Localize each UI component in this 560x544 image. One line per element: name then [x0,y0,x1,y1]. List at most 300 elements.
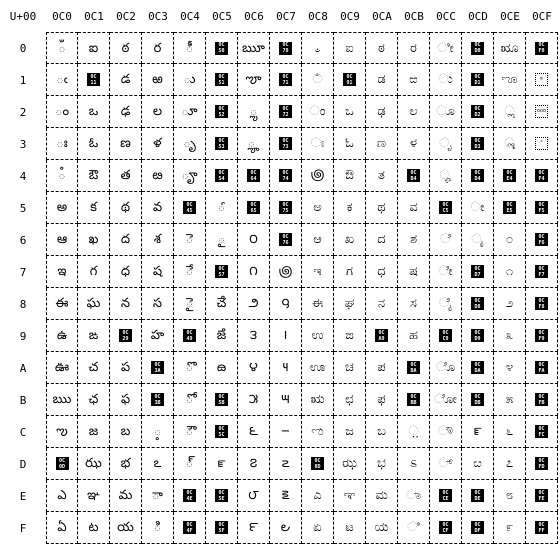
column-header: 0CD [468,9,488,23]
glyph: ఘ [86,296,101,311]
glyph: ఈ [55,296,69,311]
glyph-cell [334,416,366,448]
glyph: ಌ [311,424,324,439]
unassigned-codepoint-box: 0C 5C [215,425,228,438]
glyph-cell [270,224,302,256]
glyph: ಣ [376,136,387,151]
glyph: ೬ [505,424,514,439]
glyph-cell [46,160,78,192]
glyph: ಔ [345,168,354,183]
glyph-cell [78,384,110,416]
unassigned-codepoint-box: 0C E5 [503,201,516,214]
glyph-cell [334,480,366,512]
glyph-cell [462,96,494,128]
glyph: ృ [183,136,196,151]
glyph: ర [153,40,162,56]
glyph: ೦ [505,232,514,247]
glyph-cell [174,128,206,160]
glyph-cell [334,256,366,288]
glyph-cell [398,416,430,448]
glyph-cell [398,448,430,480]
glyph-cell [174,288,206,320]
glyph: ನ [377,296,386,311]
glyph-cell [398,32,430,64]
glyph-cell [334,224,366,256]
unassigned-codepoint-box: 0C DF [471,521,484,534]
unassigned-codepoint-box: 0C 57 [215,265,228,278]
glyph-cell [142,64,174,96]
unassigned-codepoint-box: 0C 52 [215,105,228,118]
unassigned-codepoint-box: 0C 75 [279,201,292,214]
glyph-cell [334,64,366,96]
unassigned-codepoint-box: 0C 4E [183,489,196,502]
glyph-cell [270,160,302,192]
glyph-cell [334,448,366,480]
unassigned-codepoint-box: 0C C9 [439,329,452,342]
glyph: ు [183,72,196,87]
unassigned-codepoint-box: 0C FF [535,521,548,534]
unassigned-codepoint-box: 0C BB [407,393,420,406]
unassigned-codepoint-box: 0C 72 [279,105,292,118]
glyph-cell [174,384,206,416]
glyph-cell [174,480,206,512]
glyph: ೪ [505,360,514,375]
unassigned-codepoint-box: 0C 0D [56,457,69,470]
glyph: ಋ [310,392,325,407]
glyph: ೕ [470,200,485,215]
unassigned-codepoint-box: 0C 51 [215,73,228,86]
glyph: ಲ [409,104,418,119]
glyph: ರ [410,40,417,56]
glyph-cell [526,224,558,256]
glyph: ఄ [58,168,66,183]
glyph: ప [120,360,131,375]
glyph: హ [150,328,165,343]
glyph: ౙ [216,328,227,343]
glyph: ౘ [216,296,227,311]
glyph-cell [398,160,430,192]
glyph: ౪ [249,360,258,375]
row-header: F [19,521,27,535]
glyph-cell [462,320,494,352]
unassigned-codepoint-box: 0C 3A [151,361,164,374]
glyph: ఝ [85,456,102,471]
glyph-cell [110,256,142,288]
unassigned-codepoint-box: 0C B4 [407,169,420,182]
glyph-cell [302,224,334,256]
glyph: ಉ [311,328,324,343]
glyph-cell [366,416,398,448]
glyph: ఖ [88,232,99,247]
unassigned-codepoint-box: 0C D1 [471,73,484,86]
glyph-cell [110,160,142,192]
glyph: ౬ [248,424,259,439]
glyph-cell [398,384,430,416]
glyph-cell [398,256,430,288]
glyph-cell [238,288,270,320]
unassigned-codepoint-box: 0C DB [471,393,484,406]
glyph-cell [302,192,334,224]
glyph-cell [334,352,366,384]
glyph: ಂ [309,104,326,119]
glyph-cell [462,480,494,512]
glyph: ఫ [120,392,131,407]
unassigned-codepoint-box: 0C 45 [183,201,196,214]
glyph: ೩ [505,328,514,343]
glyph: ಁ [312,72,323,87]
glyph-cell [206,288,238,320]
glyph: ీ [185,40,194,56]
glyph-cell [174,96,206,128]
glyph: మ [118,488,133,503]
glyph-cell [430,480,462,512]
glyph: ವ [409,200,418,215]
glyph-cell [110,416,142,448]
unassigned-codepoint-box: 0C D0 [471,42,484,55]
glyph-cell [206,416,238,448]
glyph: ట [88,520,99,535]
glyph-cell [302,96,334,128]
glyph: న [120,296,131,311]
glyph: ಶ [409,232,418,247]
glyph: బ [120,424,131,439]
glyph: ೌ [437,424,454,439]
glyph: ೮ [505,488,514,503]
glyph-cell [462,160,494,192]
unassigned-codepoint-box: 0C 5E [215,489,228,502]
unassigned-codepoint-box: 0C 64 [247,169,260,182]
glyph-cell [398,512,430,544]
glyph: ె [185,232,194,247]
glyph-cell [302,128,334,160]
column-header: 0CC [436,9,456,23]
glyph: ೡ [501,72,518,87]
glyph-cell [494,64,526,96]
row-header: A [19,361,27,375]
unassigned-codepoint-box: 0C 49 [183,329,196,342]
glyph: ౹ [283,328,288,343]
glyph: ೨ [505,296,514,311]
glyph-cell [302,384,334,416]
glyph-cell [46,128,78,160]
glyph: థ [120,200,131,215]
glyph-cell [334,320,366,352]
glyph: ಹ [408,328,418,343]
glyph-cell [78,352,110,384]
glyph-cell [398,480,430,512]
glyph-cell [270,352,302,384]
glyph: ౚ [216,360,227,375]
glyph-cell [526,448,558,480]
glyph-cell [430,192,462,224]
glyph: ౯ [248,520,259,535]
glyph-cell [302,480,334,512]
glyph: ್ [438,456,453,471]
glyph-cell [110,64,142,96]
glyph: శ [153,232,162,247]
glyph-cell [78,224,110,256]
glyph: ౕ [217,200,226,215]
unassigned-codepoint-box: 0C DA [471,361,484,374]
unassigned-codepoint-box: 0C F9 [535,329,548,342]
glyph: ಚ [345,360,354,375]
unassigned-codepoint-box: 0C 50 [215,42,228,55]
glyph-cell [142,160,174,192]
glyph: ౢ [249,104,258,119]
glyph: ಥ [377,200,386,215]
glyph-cell [366,192,398,224]
glyph: ಽ [410,456,417,471]
glyph-cell [238,224,270,256]
glyph-cell [270,32,302,64]
row-header: 2 [19,105,27,119]
row-header: 7 [19,265,27,279]
glyph-cell [142,416,174,448]
glyph-cell [174,512,206,544]
glyph-cell [46,416,78,448]
glyph: ಝ [342,456,357,471]
glyph-cell [526,64,558,96]
glyph-cell [110,352,142,384]
row-header: 6 [19,233,27,247]
unassigned-codepoint-box: 0C F7 [535,265,548,278]
column-header: 0C0 [52,9,72,23]
unassigned-codepoint-box: 0C 54 [215,169,228,182]
glyph-cell [302,288,334,320]
glyph: ఎ [57,488,67,503]
glyph: ೂ [436,104,455,119]
glyph-cell [526,288,558,320]
glyph: ಯ [374,520,389,535]
glyph: ಢ [377,104,386,119]
glyph-cell [206,512,238,544]
glyph: త [120,168,131,183]
unassigned-codepoint-box: 0C 76 [279,233,292,246]
unassigned-codepoint-box: 0C F6 [535,233,548,246]
glyph: ಱ [409,72,418,87]
column-header: 0C7 [276,9,296,23]
glyph-cell [46,96,78,128]
glyph-cell [462,512,494,544]
glyph-cell [78,288,110,320]
glyph-cell [462,288,494,320]
unassigned-codepoint-box: 0C A9 [375,329,388,342]
glyph-cell [206,32,238,64]
glyph-cell [398,128,430,160]
glyph: ౮ [248,488,259,503]
unassigned-codepoint-box: 0C 4F [183,521,196,534]
glyph-cell [270,96,302,128]
glyph-cell [238,160,270,192]
glyph: ్ [185,456,194,471]
glyph-cell [398,96,430,128]
column-header: 0CB [404,9,424,23]
unassigned-codepoint-box: 0C FB [535,393,548,406]
glyph-cell [462,448,494,480]
glyph: ౻ [280,392,290,407]
glyph-cell [526,512,558,544]
unassigned-codepoint-box: 0C FC [535,425,548,438]
glyph-cell [174,352,206,384]
glyph: ే [185,264,194,279]
glyph-cell [46,384,78,416]
glyph: ా [152,488,163,503]
glyph-cell [238,64,270,96]
glyph: ఀ [58,40,66,56]
glyph-cell [430,224,462,256]
glyph: ೣ [504,136,515,151]
glyph: ತ [378,168,385,183]
glyph-cell [238,448,270,480]
glyph-cell [462,32,494,64]
glyph: ౷ [278,264,293,279]
glyph-cell [462,416,494,448]
unassigned-codepoint-box: 0C 11 [87,73,100,86]
unassigned-codepoint-box: 0C 53 [215,137,228,150]
glyph-cell [206,384,238,416]
glyph-cell [206,256,238,288]
special-glyph: ⌧ [535,73,548,86]
glyph-cell [174,448,206,480]
glyph: ೈ [439,296,452,311]
special-glyph: ° [535,137,548,150]
column-header: 0C1 [84,9,104,23]
glyph-cell [142,32,174,64]
glyph-cell [526,352,558,384]
glyph-cell [46,32,78,64]
glyph-cell [462,64,494,96]
glyph: భ [120,456,131,471]
glyph-cell [430,416,462,448]
glyph: ద [120,232,131,247]
glyph-cell [270,192,302,224]
unassigned-codepoint-box: 0C D3 [471,137,484,150]
glyph: ౣ [247,136,260,151]
glyph-cell [334,32,366,64]
glyph-cell [302,64,334,96]
glyph-cell [206,224,238,256]
glyph: ఐ [88,40,99,56]
glyph-cell [174,64,206,96]
glyph-cell [334,192,366,224]
row-header: C [19,425,27,439]
glyph-cell [46,352,78,384]
glyph-cell [110,480,142,512]
glyph: ೠ [500,40,519,56]
glyph-cell [398,64,430,96]
unassigned-codepoint-box: 0C 29 [119,329,132,342]
glyph-cell [46,64,78,96]
glyph-cell [494,480,526,512]
glyph: జ [88,424,99,439]
glyph-cell [334,96,366,128]
unassigned-codepoint-box: 0C F8 [535,297,548,310]
unassigned-codepoint-box: 0C 70 [279,42,292,55]
glyph: ೭ [505,456,514,471]
glyph: ೫ [505,392,514,407]
glyph-cell [462,384,494,416]
glyph-cell [110,32,142,64]
glyph-cell [494,448,526,480]
glyph: ೖ [471,232,484,247]
column-header: 0C2 [116,9,136,23]
glyph-cell [110,448,142,480]
unassigned-codepoint-box: 0C F0 [535,42,548,55]
glyph-cell [238,32,270,64]
glyph-cell [366,64,398,96]
glyph: ొ [185,360,194,375]
glyph: ఉ [56,328,68,343]
glyph-cell [270,64,302,96]
glyph-cell [430,288,462,320]
glyph-cell [142,256,174,288]
glyph-cell [78,480,110,512]
glyph: ఠ [121,40,130,56]
glyph-cell [238,256,270,288]
unassigned-codepoint-box: 0C 3B [151,393,164,406]
glyph-cell [110,384,142,416]
glyph: ಎ [313,488,322,503]
glyph-cell [206,352,238,384]
glyph-cell [302,160,334,192]
glyph-cell [174,160,206,192]
glyph-cell [238,416,270,448]
glyph: ల [152,104,163,119]
glyph: ಗ [345,264,354,279]
glyph-cell [430,512,462,544]
glyph-cell [46,320,78,352]
row-header: 4 [19,169,27,183]
unassigned-codepoint-box: 0C D8 [471,297,484,310]
glyph-cell [206,64,238,96]
glyph-cell [302,448,334,480]
glyph: ಇ [313,264,322,279]
glyph: ಸ [410,296,417,311]
column-header: 0C4 [180,9,200,23]
glyph-cell [110,128,142,160]
glyph-cell [366,96,398,128]
glyph-cell [398,288,430,320]
glyph-cell [366,128,398,160]
glyph-cell [206,96,238,128]
glyph-cell [430,320,462,352]
glyph: ౧ [249,264,258,279]
glyph-cell [110,512,142,544]
glyph-cell [270,384,302,416]
glyph-cell [526,128,558,160]
glyph-cell [366,224,398,256]
glyph: ಈ [311,296,324,311]
glyph-cell [270,416,302,448]
glyph-cell [46,224,78,256]
glyph: య [117,520,134,535]
row-header: E [19,489,27,503]
row-header: B [19,393,27,407]
glyph-cell [302,320,334,352]
glyph-cell [494,128,526,160]
column-header: 0C6 [244,9,264,23]
glyph: ಏ [313,520,322,535]
glyph: ష [152,264,163,279]
glyph: అ [56,200,68,215]
glyph-cell [366,320,398,352]
glyph: ై [185,296,194,311]
glyph-cell [142,224,174,256]
unassigned-codepoint-box: 0C 74 [279,169,292,182]
unassigned-codepoint-box: 0C 5B [215,393,228,406]
glyph-cell [238,192,270,224]
glyph: ౄ [181,168,198,183]
